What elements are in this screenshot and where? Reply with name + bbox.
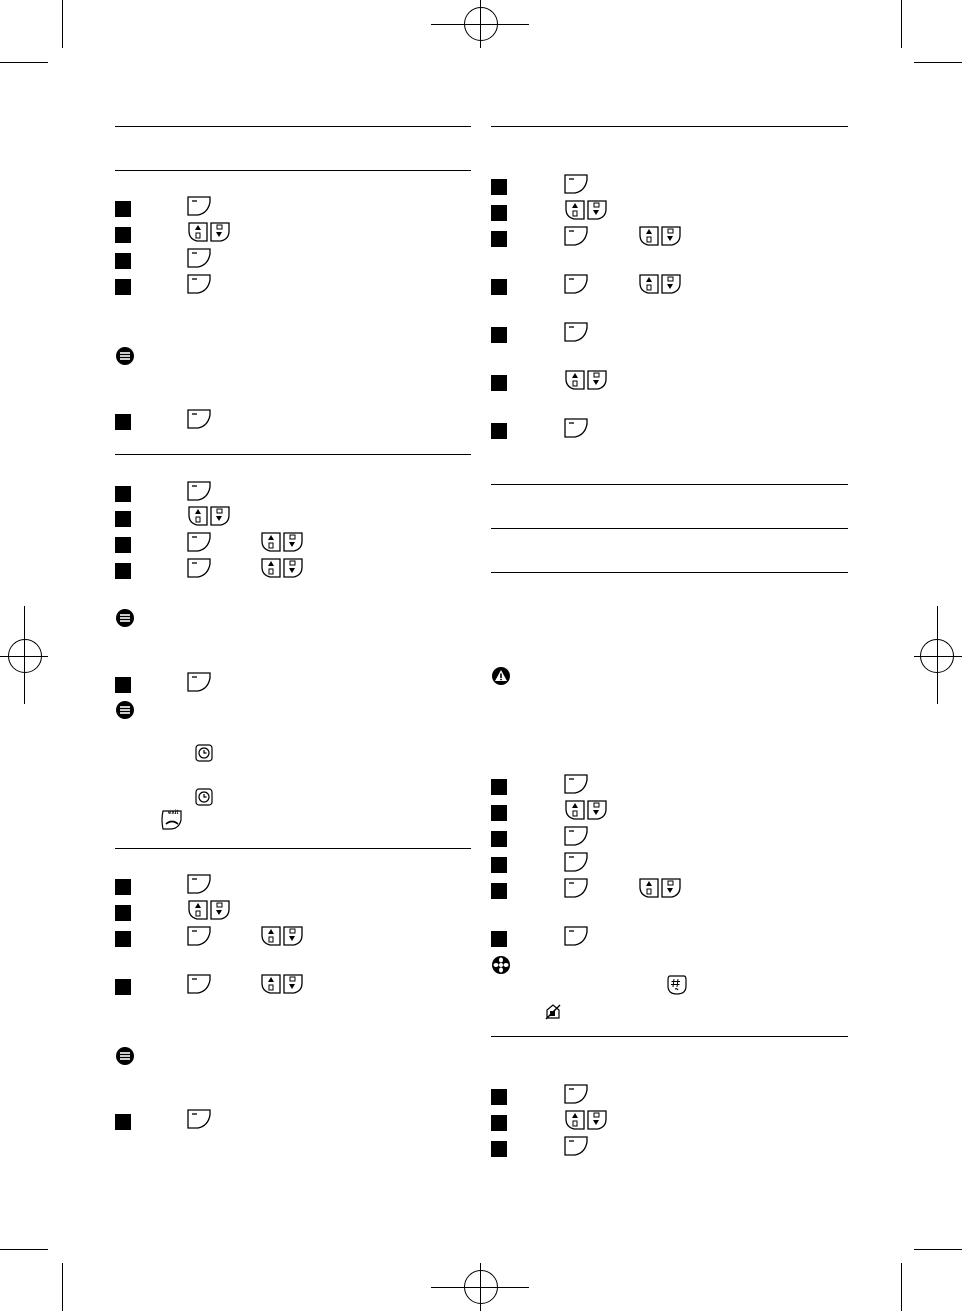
step-marker <box>115 905 131 921</box>
section-rule <box>491 528 848 529</box>
warning-icon <box>491 666 511 686</box>
step-marker <box>491 1115 507 1131</box>
step-marker <box>115 879 131 895</box>
crop-mark <box>62 0 63 48</box>
section-rule <box>491 484 848 485</box>
navigation-up-down-icon <box>186 505 232 527</box>
section-rule <box>115 126 471 127</box>
navigation-up-down-icon <box>259 531 305 553</box>
softkey-icon <box>563 1135 589 1157</box>
softkey-icon <box>186 973 212 995</box>
section-rule <box>491 1036 848 1037</box>
step-marker <box>115 537 131 553</box>
softkey-icon <box>186 873 212 895</box>
crop-mark <box>914 1249 962 1250</box>
navigation-up-down-icon <box>637 877 683 899</box>
softkey-icon <box>186 247 212 269</box>
crop-mark <box>901 1263 902 1311</box>
redial-icon <box>194 787 214 807</box>
softkey-icon <box>186 273 212 295</box>
crop-mark <box>0 62 48 63</box>
softkey-icon <box>186 1108 212 1130</box>
softkey-icon <box>186 480 212 502</box>
navigation-up-down-icon <box>637 273 683 295</box>
step-marker <box>491 805 507 821</box>
step-marker <box>491 779 507 795</box>
step-marker <box>491 205 507 221</box>
softkey-icon <box>563 417 589 439</box>
redial-icon <box>194 743 214 763</box>
navigation-up-down-icon <box>563 799 609 821</box>
navigation-up-down-icon <box>563 199 609 221</box>
section-rule <box>115 848 471 849</box>
section-rule <box>491 126 848 127</box>
step-marker <box>115 253 131 269</box>
crop-mark <box>0 1249 48 1250</box>
hash-key-icon <box>666 974 688 996</box>
step-marker <box>115 227 131 243</box>
navigation-up-down-icon <box>259 925 305 947</box>
step-marker <box>115 486 131 502</box>
step-marker <box>491 831 507 847</box>
navigation-up-down-icon <box>259 973 305 995</box>
softkey-icon <box>186 195 212 217</box>
softkey-icon <box>186 671 212 693</box>
step-marker <box>491 931 507 947</box>
step-marker <box>491 1141 507 1157</box>
step-marker <box>491 423 507 439</box>
step-marker <box>115 563 131 579</box>
navigation-up-down-icon <box>637 225 683 247</box>
section-rule <box>491 572 848 573</box>
section-rule <box>115 170 471 171</box>
navigation-up-down-icon <box>563 1109 609 1131</box>
softkey-icon <box>563 173 589 195</box>
step-marker <box>115 677 131 693</box>
step-marker <box>491 1089 507 1105</box>
note-icon <box>115 346 135 366</box>
softkey-icon <box>186 557 212 579</box>
softkey-icon <box>186 531 212 553</box>
step-marker <box>115 201 131 217</box>
note-icon <box>115 1046 135 1066</box>
softkey-icon <box>563 225 589 247</box>
crop-mark <box>62 1263 63 1311</box>
navigation-up-down-icon <box>563 369 609 391</box>
softkey-icon <box>563 321 589 343</box>
step-marker <box>491 883 507 899</box>
crop-mark <box>914 62 962 63</box>
step-marker <box>115 931 131 947</box>
tip-icon <box>491 955 511 975</box>
softkey-icon <box>563 1083 589 1105</box>
softkey-icon <box>563 273 589 295</box>
step-marker <box>115 1114 131 1130</box>
step-marker <box>491 179 507 195</box>
navigation-up-down-icon <box>259 557 305 579</box>
step-marker <box>491 375 507 391</box>
crop-mark <box>901 0 902 48</box>
softkey-icon <box>186 925 212 947</box>
step-marker <box>491 857 507 873</box>
step-marker <box>115 979 131 995</box>
step-marker <box>115 414 131 430</box>
softkey-icon <box>563 877 589 899</box>
step-marker <box>491 279 507 295</box>
navigation-up-down-icon <box>186 221 232 243</box>
softkey-icon <box>563 925 589 947</box>
note-icon <box>115 608 135 628</box>
step-marker <box>491 231 507 247</box>
step-marker <box>115 511 131 527</box>
softkey-icon <box>563 851 589 873</box>
step-marker <box>491 327 507 343</box>
section-rule <box>115 454 471 455</box>
note-icon <box>115 700 135 720</box>
exit-key-label: exit <box>168 810 179 816</box>
step-marker <box>115 279 131 295</box>
exit-icon <box>158 808 184 832</box>
softkey-icon <box>186 408 212 430</box>
silent-mode-icon <box>543 1002 563 1022</box>
softkey-icon <box>563 825 589 847</box>
navigation-up-down-icon <box>186 899 232 921</box>
softkey-icon <box>563 773 589 795</box>
